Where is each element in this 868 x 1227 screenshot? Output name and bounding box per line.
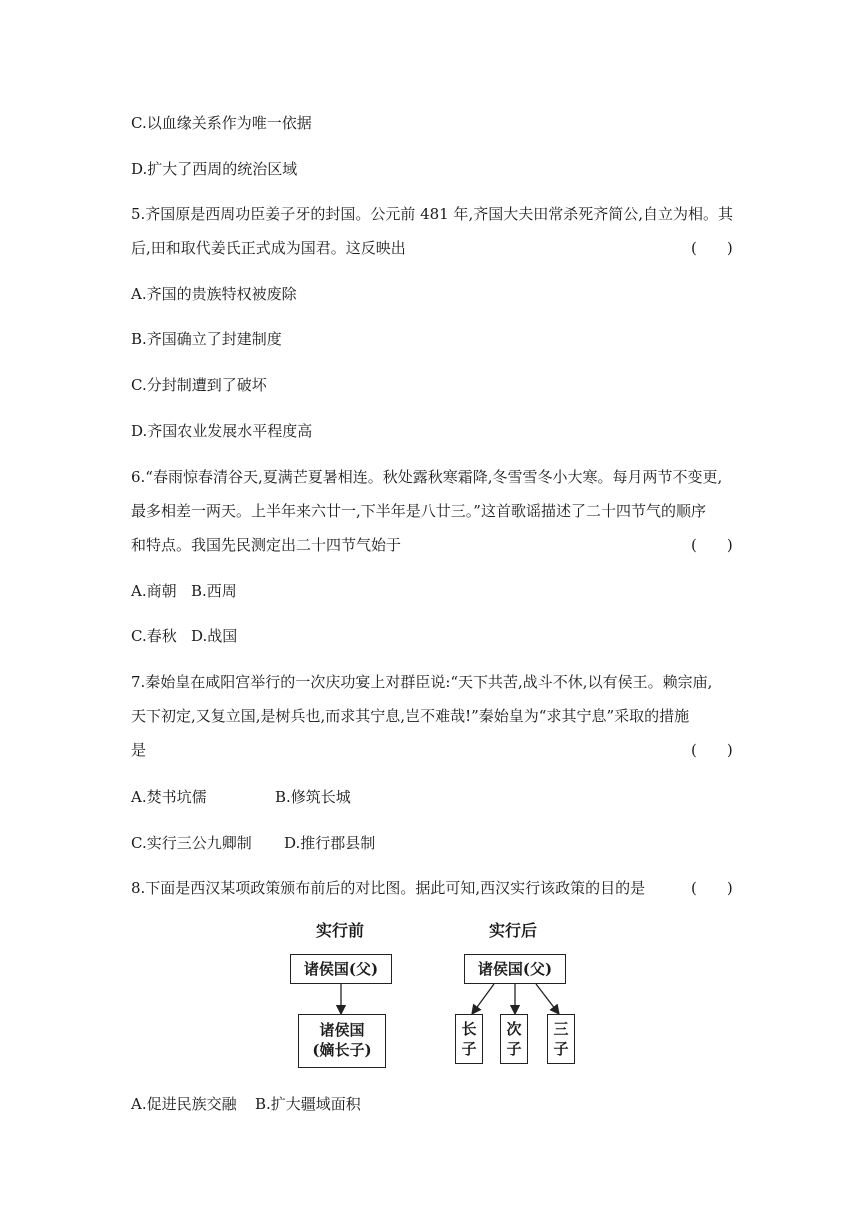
after-arrow-third: [536, 984, 559, 1014]
q6-stem-line3: 和特点。我国先民测定出二十四节气始于: [131, 536, 402, 554]
before-child-box: [298, 1014, 386, 1068]
q4-option-d: D.扩大了西周的统治区域: [131, 160, 298, 178]
after-arrow-eldest: [472, 984, 494, 1014]
q8-stem-line1: 8.下面是西汉某项政策颁布前后的对比图。据此可知,西汉实行该政策的目的是: [131, 879, 646, 897]
child-second-char1: 次: [506, 1020, 522, 1038]
q5-option-b: B.齐国确立了封建制度: [131, 330, 282, 348]
q6-option-c: C.春秋: [131, 627, 177, 645]
q5-option-c: C.分封制遭到了破坏: [131, 376, 267, 394]
child-third-char1: 三: [553, 1020, 569, 1038]
child-eldest-char2: 子: [461, 1040, 477, 1058]
q5-answer-blank[interactable]: ( ): [691, 239, 733, 257]
q7-option-d: D.推行郡县制: [284, 834, 376, 852]
q6-option-b: B.西周: [191, 582, 237, 600]
q7-option-b: B.修筑长城: [275, 788, 351, 806]
q6-option-a: A.商朝: [131, 582, 177, 600]
policy-comparison-diagram: [288, 918, 588, 1078]
q8-option-a: A.促进民族交融: [131, 1095, 237, 1113]
q6-stem-line2: 最多相差一两天。上半年来六廿一,下半年是八廿三。”这首歌谣描述了二十四节气的顺序: [131, 502, 706, 520]
q7-stem-line1: 7.秦始皇在咸阳宫举行的一次庆功宴上对群臣说:“天下共苦,战斗不休,以有侯王。赖宗庙,: [131, 673, 713, 691]
q6-stem-line1: 6.“春雨惊春清谷天,夏满芒夏暑相连。秋处露秋寒霜降,冬雪雪冬小大寒。每月两节不变更,: [131, 468, 723, 486]
q5-option-d: D.齐国农业发展水平程度高: [131, 422, 313, 440]
q7-option-c: C.实行三公九卿制: [131, 834, 252, 852]
q7-answer-blank[interactable]: ( ): [691, 741, 733, 759]
q7-stem-line3: 是: [131, 741, 147, 759]
q7-stem-line2: 天下初定,又复立国,是树兵也,而求其宁息,岂不难哉!”秦始皇为“求其宁息”采取的措施: [131, 707, 690, 725]
after-title: 实行后: [489, 921, 538, 940]
q8-option-b: B.扩大疆域面积: [255, 1095, 361, 1113]
before-parent-box: 诸侯国(父): [290, 954, 392, 984]
q5-stem-line2: 后,田和取代姜氏正式成为国君。这反映出: [131, 239, 406, 257]
q7-option-a: A.焚书坑儒: [131, 788, 207, 806]
q5-stem-line1: 5.齐国原是西周功臣姜子牙的封国。公元前 481 年,齐国大夫田常杀死齐简公,自立为相。其: [131, 205, 734, 223]
q6-answer-blank[interactable]: ( ): [691, 536, 733, 554]
q5-option-a: A.齐国的贵族特权被废除: [131, 285, 297, 303]
after-parent-box: 诸侯国(父): [464, 954, 566, 984]
q4-option-c: C.以血缘关系作为唯一依据: [131, 114, 312, 132]
before-child-line2: (嫡长子): [312, 1041, 372, 1059]
child-third-char2: 子: [553, 1040, 569, 1058]
child-eldest-char1: 长: [461, 1020, 477, 1038]
q8-answer-blank[interactable]: ( ): [691, 879, 733, 897]
child-eldest-box: [455, 1014, 483, 1064]
q6-option-d: D.战国: [191, 627, 238, 645]
before-child-line1: 诸侯国: [319, 1021, 365, 1039]
child-second-box: [500, 1014, 528, 1064]
child-second-char2: 子: [506, 1040, 522, 1058]
before-title: 实行前: [316, 921, 365, 940]
child-third-box: [547, 1014, 575, 1064]
